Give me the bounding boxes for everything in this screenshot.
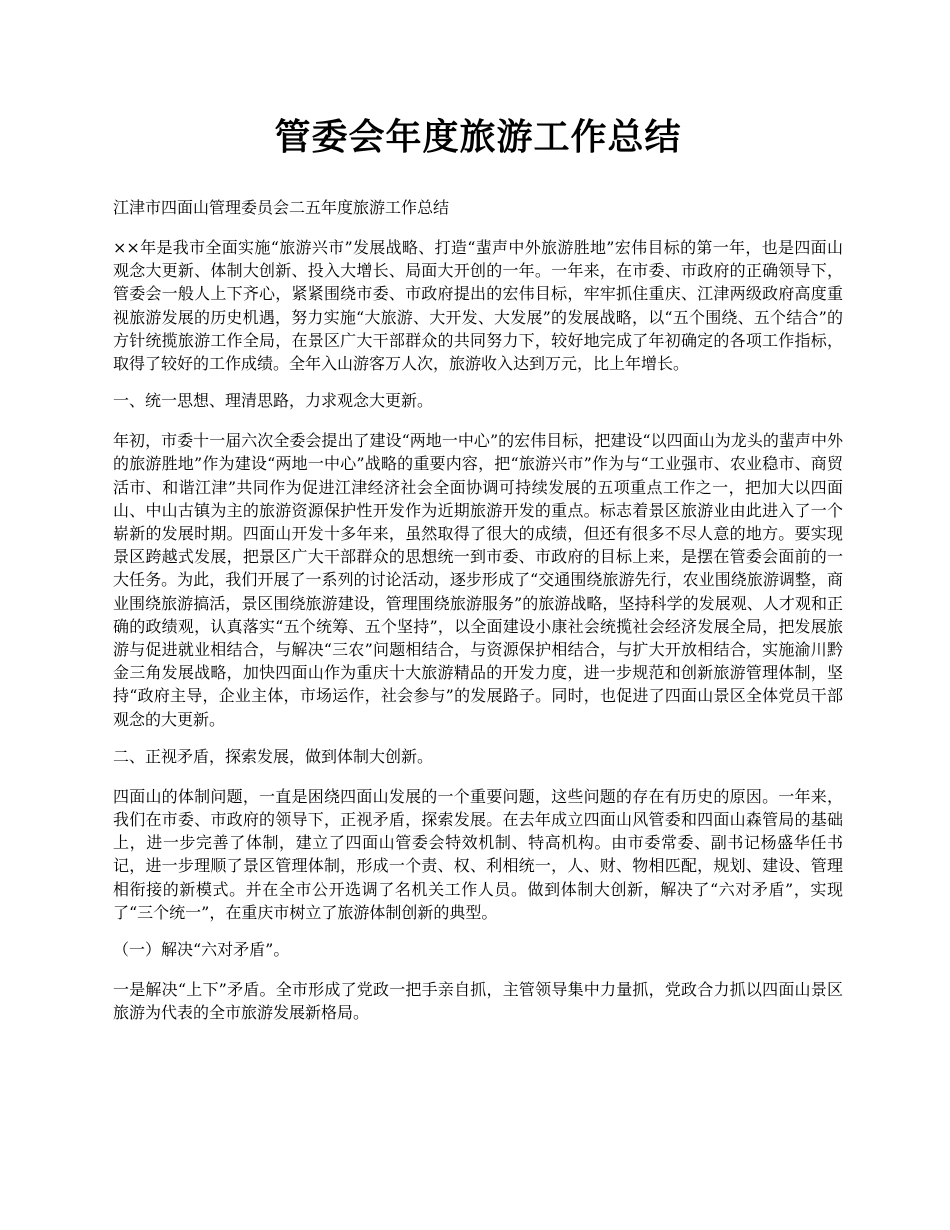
paragraph-intro: ××年是我市全面实施“旅游兴市”发展战略、打造“蜚声中外旅游胜地”宏伟目标的第一年，也是四面山观念大更新、体制大创新、投入大增长、局面大开创的一年。一年来，在市委、市政府的正确领导下，管委会一般人上下齐心，紧紧围绕市委、市政府提出的宏伟目标，牢牢抓住重庆、江津两级政府高度重视旅游发展的历史机遇，努力实施“大旅游、大开发、大发展”的发展战略，以“五个围绕、五个结合”的方针统揽旅游工作全局，在景区广大干部群众的共同努力下，较好地完成了年初确定的各项工作指标，取得了较好的工作成绩。全年入山游客万人次，旅游收入达到万元，比上年增长。 <box>113 238 843 374</box>
paragraph-subsection-1: 一是解决“上下”矛盾。全市形成了党政一把手亲自抓，主管领导集中力量抓，党政合力抓以四面山景区旅游为代表的全市旅游发展新格局。 <box>113 980 843 1023</box>
paragraph-section-2: 四面山的体制问题，一直是困绕四面山发展的一个重要问题，这些问题的存在有历史的原因。一年来，我们在市委、市政府的领导下，正视矛盾，探索发展。在去年成立四面山风管委和四面山森管局的基础上，进一步完善了体制，建立了四面山管委会特效机制、特高机构。由市委常委、副书记杨盛华任书记，进一步理顺了景区管理体制，形成一个责、权、利相统一，人、财、物相匹配，规划、建设、管理相衔接的新模式。并在全市公开选调了名机关工作人员。做到体制大创新，解决了“六对矛盾”，实现了“三个统一”，在重庆市树立了旅游体制创新的典型。 <box>113 786 843 922</box>
section-heading-2: 二、正视矛盾，探索发展，做到体制大创新。 <box>113 746 434 766</box>
document-page <box>113 108 843 1038</box>
document-title: 管委会年度旅游工作总结 <box>274 116 682 158</box>
paragraph-section-1: 年初，市委十一届六次全委会提出了建设“两地一中心”的宏伟目标，把建设“以四面山为龙头的蜚声中外的旅游胜地”作为建设“两地一中心”战略的重要内容，把“旅游兴市”作为与“工业强市、农业稳市、商贸活市、和谐江津”共同作为促进江津经济社会全面协调可持续发展的五项重点工作之一，把加大以四面山、中山古镇为主的旅游资源保护性开发作为近期旅游开发的重点。标志着景区旅游业由此进入了一个崭新的发展时期。四面山开发十多年来，虽然取得了很大的成绩，但还有很多不尽人意的地方。要实现景区跨越式发展，把景区广大干部群众的思想统一到市委、市政府的目标上来，是摆在管委会面前的一大任务。为此，我们开展了一系列的讨论活动，逐步形成了“交通围绕旅游先行，农业围绕旅游调整，商业围绕旅游搞活，景区围绕旅游建设，管理围绕旅游服务”的旅游战略，坚持科学的发展观、人才观和正确的政绩观，认真落实“五个统筹、五个坚持”，以全面建设小康社会统揽社会经济发展全局，把发展旅游与促进就业相结合，与解决“三农”问题相结合，与资源保护相结合，与扩大开放相结合，实施渝川黔金三角发展战略，加快四面山作为重庆十大旅游精品的开发力度，进一步规范和创新旅游管理体制，坚持“政府主导，企业主体，市场运作，社会参与”的发展路子。同时，也促进了四面山景区全体党员干部观念的大更新。 <box>113 431 843 729</box>
section-heading-1: 一、统一思想、理清思路，力求观念大更新。 <box>113 391 434 411</box>
document-subtitle: 江津市四面山管理委员会二五年度旅游工作总结 <box>113 198 450 217</box>
subsection-heading-1: （一）解决“六对矛盾”。 <box>113 940 290 960</box>
